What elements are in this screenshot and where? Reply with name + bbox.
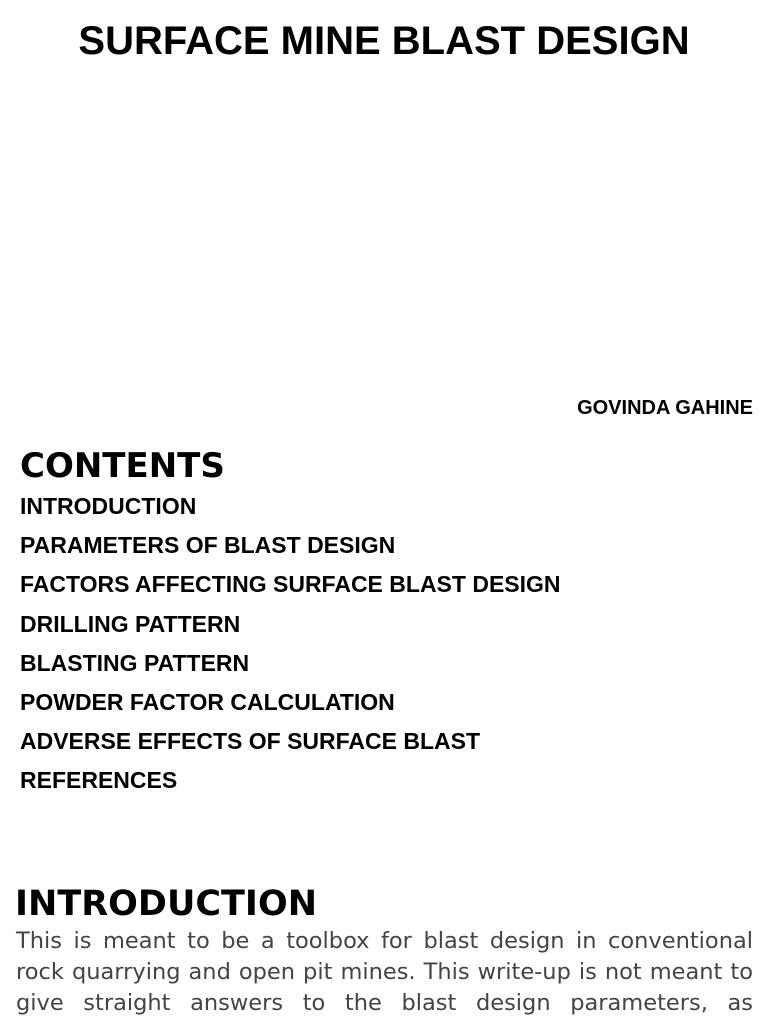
document-title: SURFACE MINE BLAST DESIGN (78, 19, 690, 63)
introduction-heading: INTRODUCTION (15, 884, 317, 924)
introduction-body: This is meant to be a toolbox for blast design in conventional rock quarrying and open pit mines. This write-up is not meant to give straight answers to the blast design parameters, as (16, 928, 753, 1016)
contents-item-blasting-pattern: BLASTING PATTERN (20, 649, 250, 676)
author-name: GOVINDA GAHINE (577, 397, 753, 419)
contents-heading: CONTENTS (20, 446, 225, 486)
contents-item-introduction: INTRODUCTION (20, 493, 197, 519)
contents-item-adverse-effects: ADVERSE EFFECTS OF SURFACE BLAST (20, 728, 481, 755)
contents-list (20, 487, 561, 801)
contents-item-parameters: PARAMETERS OF BLAST DESIGN (20, 532, 396, 559)
contents-item-drilling-pattern: DRILLING PATTERN (20, 610, 241, 637)
contents-item-references: REFERENCES (20, 767, 178, 794)
contents-item-factors: FACTORS AFFECTING SURFACE BLAST DESIGN (20, 571, 561, 598)
contents-item-powder-factor: POWDER FACTOR CALCULATION (20, 688, 395, 715)
